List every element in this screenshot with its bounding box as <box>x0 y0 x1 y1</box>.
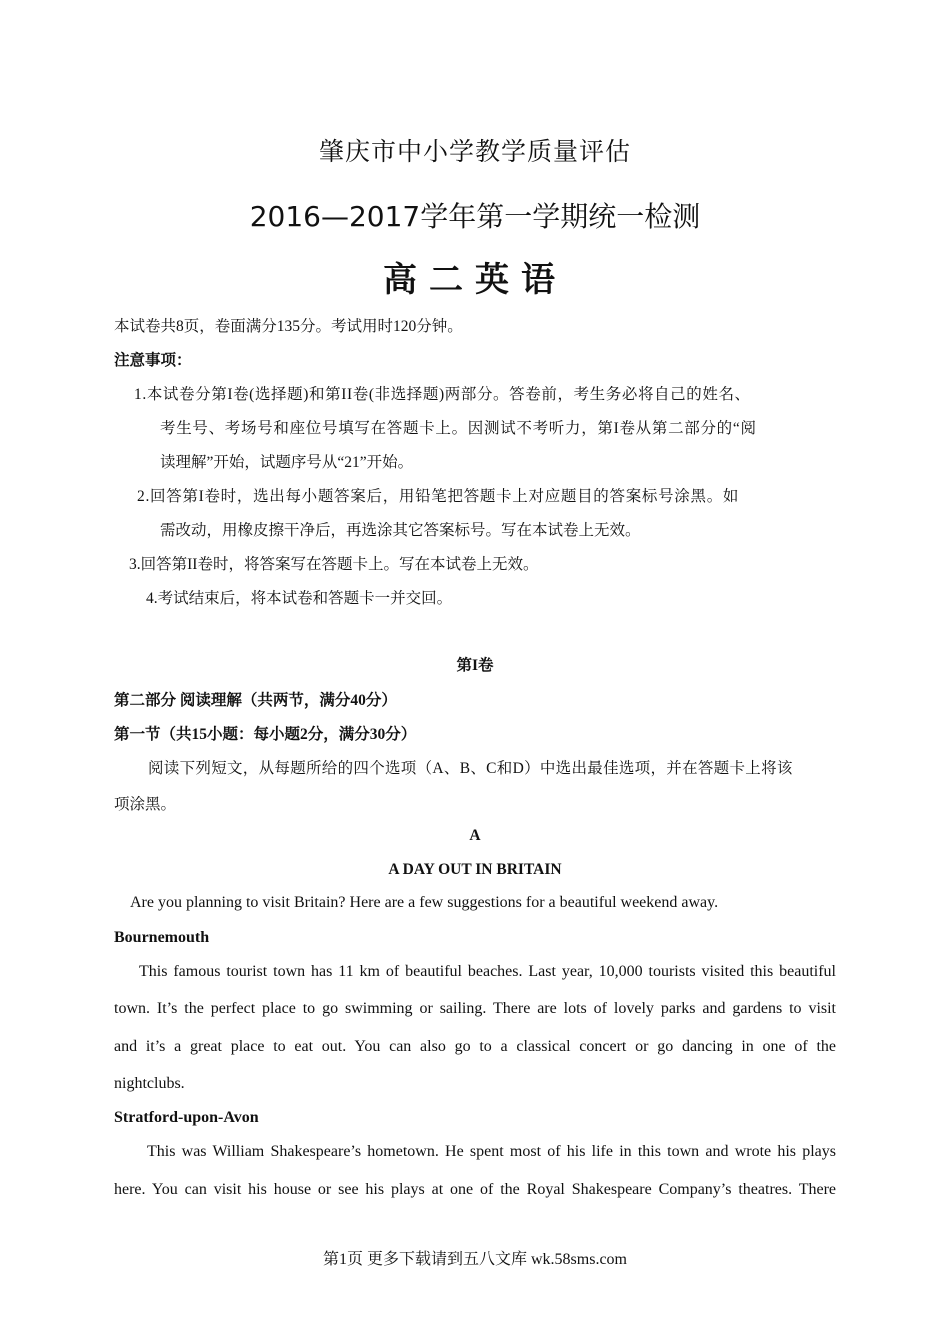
bournemouth-heading: Bournemouth <box>114 929 210 946</box>
part-title: 第二部分 阅读理解（共两节，满分40分） <box>114 692 397 709</box>
passage-title: A DAY OUT IN BRITAIN <box>388 861 562 878</box>
exam-organization-title: 肇庆市中小学教学质量评估 <box>318 137 631 166</box>
passage-intro: Are you planning to visit Britain? Here are a few suggestions for a beautiful weekend away. <box>130 894 719 911</box>
stratford-line-2: here. You can visit his house or see his plays at one of the Royal Shakespeare Company’s theatres. There <box>114 1181 836 1198</box>
exam-subject-title: 高二英语 <box>383 260 567 300</box>
page-footer: 第1页 更多下载请到五八文库 wk.58sms.com <box>322 1251 627 1268</box>
exam-term-title: 2016—2017学年第一学期统一检测 <box>249 200 701 233</box>
notice-line-2: 考生号、考场号和座位号填写在答题卡上。因测试不考听力，第I卷从第二部分的“阅 <box>160 420 757 437</box>
stratford-line-1: This was William Shakespeare’s hometown. He spent most of his life in this town and wrote his plays <box>147 1143 836 1160</box>
notice-line-7: 4.考试结束后，将本试卷和答题卡一并交回。 <box>146 590 453 607</box>
notice-title: 注意事项： <box>114 352 192 369</box>
stratford-heading: Stratford-upon-Avon <box>114 1109 259 1126</box>
bournemouth-line-2: town. It’s the perfect place to go swimming or sailing. There are lots of lovely parks and gardens to visit <box>114 1000 836 1017</box>
section-title: 第一节（共15小题：每小题2分，满分30分） <box>114 726 417 743</box>
notice-line-5: 需改动，用橡皮擦干净后，再选涂其它答案标号。写在本试卷上无效。 <box>160 522 641 539</box>
volume-title: 第I卷 <box>456 657 494 674</box>
notice-line-6: 3.回答第II卷时，将答案写在答题卡上。写在本试卷上无效。 <box>129 556 539 573</box>
notice-line-4: 2.回答第I卷时，选出每小题答案后，用铅笔把答题卡上对应题目的答案标号涂黑。如 <box>137 488 740 505</box>
instruction-line-2: 项涂黑。 <box>114 796 177 813</box>
bournemouth-line-3: and it’s a great place to eat out. You can also go to a classical concert or go dancing in one of the <box>114 1038 836 1055</box>
passage-label: A <box>469 827 481 844</box>
notice-line-1: 1.本试卷分第I卷(选择题)和第II卷(非选择题)两部分。答卷前，考生务必将自己的姓名、 <box>134 386 751 403</box>
notice-line-3: 读理解”开始，试题序号从“21”开始。 <box>160 454 414 471</box>
bournemouth-line-1: This famous tourist town has 11 km of beautiful beaches. Last year, 10,000 tourists visited this beautiful <box>139 963 836 980</box>
instruction-line-1: 阅读下列短文，从每题所给的四个选项（A、B、C和D）中选出最佳选项，并在答题卡上将该 <box>148 760 793 777</box>
bournemouth-line-4: nightclubs. <box>114 1075 185 1092</box>
exam-intro: 本试卷共8页，卷面满分135分。考试用时120分钟。 <box>114 318 463 335</box>
